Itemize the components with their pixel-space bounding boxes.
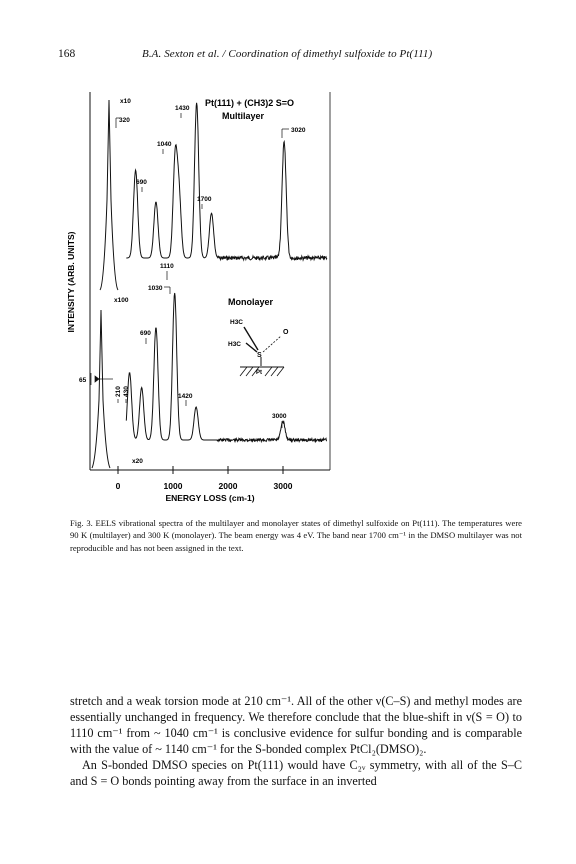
peak-label-1700: 1700 — [197, 196, 212, 203]
scale-label-x100: x100 — [114, 297, 129, 304]
figure-caption: Fig. 3. EELS vibrational spectra of the multilayer and monolayer states of dimethyl sulfoxide on Pt(111). The temperatures were 90 K (multilayer) and 300 K (monolayer). The beam energy was 4 eV. The band near 1700 cm⁻¹ in the DMSO multilayer was not reproducible and has not been assigned in the text. — [70, 518, 522, 553]
monolayer-elastic-peak — [92, 310, 110, 468]
y-axis-label: INTENSITY (ARB. UNITS) — [66, 231, 76, 333]
peak-label-1430: 1430 — [175, 105, 190, 112]
molecule-surface: Pt — [256, 370, 262, 376]
monolayer-spectrum-line — [126, 293, 327, 442]
peak-label-690: 690 — [136, 179, 147, 186]
peak-label-320: 320 — [119, 117, 130, 124]
peak-label-3020: 3020 — [291, 127, 306, 134]
peak-label-65: 65 — [79, 377, 87, 384]
peak-label-1040: 1040 — [157, 141, 172, 148]
xtick-label-0: 0 — [115, 481, 121, 491]
peak-label-690-mono: 690 — [140, 330, 151, 337]
multilayer-elastic-peak — [100, 100, 118, 290]
running-head: B.A. Sexton et al. / Coordination of dimethyl sulfoxide to Pt(111) — [142, 48, 433, 60]
scale-label-x20: x20 — [132, 458, 143, 465]
peak-label-3000: 3000 — [272, 413, 287, 420]
peak-label-430: 430 — [123, 386, 130, 397]
scale-label-x10: x10 — [120, 98, 131, 105]
peak-label-1420: 1420 — [178, 393, 193, 400]
page-number: 168 — [58, 48, 76, 60]
dmso-molecule-diagram — [228, 319, 289, 376]
xtick-label-2000: 2000 — [218, 481, 238, 491]
x-axis-label: ENERGY LOSS (cm-1) — [165, 493, 255, 503]
panel-title-line1: Pt(111) + (CH3)2 S=O — [205, 98, 295, 108]
molecule-h3c-bottom: H3C — [228, 341, 242, 348]
molecule-oxygen: O — [283, 329, 289, 336]
xtick-label-1000: 1000 — [163, 481, 183, 491]
panel-title-line2: Multilayer — [222, 111, 265, 121]
peak-label-210: 210 — [115, 386, 122, 397]
peak-label-1110: 1110 — [160, 263, 174, 270]
monolayer-label: Monolayer — [228, 297, 274, 307]
molecule-sulfur: S — [257, 352, 262, 359]
peak-label-1030: 1030 — [148, 285, 163, 292]
body-text — [70, 693, 522, 789]
body-paragraph-2: An S-bonded DMSO species on Pt(111) would have C₂ᵥ symmetry, with all of the S–C and S = O bonds pointing away from the surface in an inverted — [70, 758, 522, 788]
xtick-label-3000: 3000 — [273, 481, 293, 491]
molecule-h3c-top: H3C — [230, 319, 244, 326]
body-paragraph-1: stretch and a weak torsion mode at 210 cm⁻¹. All of the other ν(C–S) and methyl modes are essentially unchanged in frequency. We therefore conclude that the blue-shift in ν(S = O) to 1110 cm⁻¹ from ~ 1040 cm⁻¹ is conclusive evidence for sulfur bonding and is comparable with the value of ~ 1140 cm⁻¹ for the S-bonded complex PtCl₂(DMSO)₂. — [70, 694, 522, 756]
